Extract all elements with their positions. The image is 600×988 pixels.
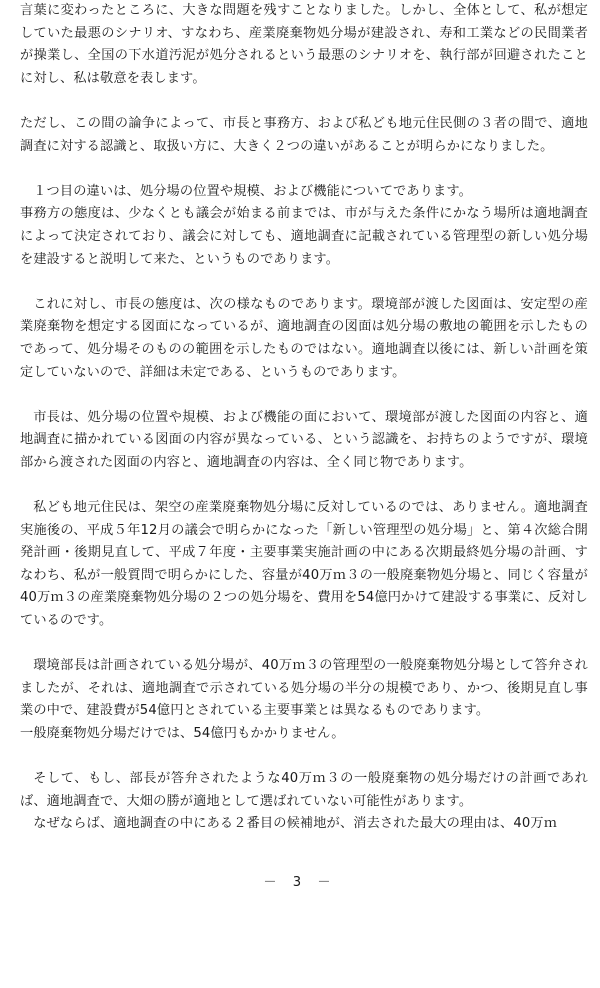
document-body bbox=[20, 0, 588, 836]
paragraph-7: 私ども地元住民は、架空の産業廃棄物処分場に反対しているのでは、ありません。適地調査実施後の、平成５年12月の議会で明らかになった「新しい管理型の処分場」と、第４次総合開発計画・後期見直して、平成７年度・主要事業実施計画の中にある次期最終処分場の計画、すなわち、私が一般質問で明らかにした、容量が40万ｍ３の一般廃棄物処分場と、同じく容量が40万ｍ３の産業廃棄物処分場の２つの処分場を、費用を54億円かけて建設する事業に、反対しているのです。 bbox=[20, 500, 588, 629]
paragraph-3: １つ目の違いは、処分場の位置や規模、および機能についてであります。 bbox=[33, 183, 473, 199]
paragraph-9: 一般廃棄物処分場だけでは、54億円もかかりません。 bbox=[20, 726, 345, 741]
paragraph-11: なぜならば、適地調査の中にある２番目の候補地が、消去された最大の理由は、40万ｍ bbox=[33, 816, 558, 832]
paragraph-1: 言葉に変わったところに、大きな問題を残すことなりました。しかし、全体として、私が想定していた最悪のシナリオ、すなわち、産業廃棄物処分場が建設され、寿和工業などの民間業者が操業し、全国の下水道汚泥が処分されるという最悪のシナリオを、執行部が回避されたことに対し、私は敬意を表します。 bbox=[20, 3, 588, 86]
paragraph-10: そして、もし、部長が答弁されたような40万ｍ３の一般廃棄物の処分場だけの計画であれば、適地調査で、大畑の勝が適地として選ばれていない可能性があります。 bbox=[20, 771, 588, 809]
paragraph-8: 環境部長は計画されている処分場が、40万ｍ３の管理型の一般廃棄物処分場として答弁されましたが、それは、適地調査で示されている処分場の半分の規模であり、かつ、後期見直し事業の中で、建設費が54億円とされている主要事業とは異なるものであります。 bbox=[20, 658, 588, 719]
paragraph-2: ただし、この間の論争によって、市長と事務方、および私ども地元住民側の３者の間で、適地調査に対する認識と、取扱い方に、大きく２つの違いがあることが明らかになりました。 bbox=[20, 115, 588, 154]
page-number: － 3 － bbox=[263, 875, 337, 890]
paragraph-6: 市長は、処分場の位置や規模、および機能の面において、環境部が渡した図面の内容と、適地調査に描かれている図面の内容が異なっている、という認識を、お持ちのようですが、環境部から渡された図面の内容と、適地調査の内容は、全く同じ物であります。 bbox=[20, 409, 588, 470]
paragraph-5: これに対し、市長の態度は、次の様なものであります。環境部が渡した図面は、安定型の産業廃棄物を想定する図面になっているが、適地調査の図面は処分場の敷地の範囲を示したものであって、処分場そのものの範囲を示したものではない。適地調査以後には、新しい計画を策定していないので、詳細は未定である、というものであります。 bbox=[20, 296, 588, 380]
paragraph-4: 事務方の態度は、少なくとも議会が始まる前までは、市が与えた条件にかなう場所は適地調査によって決定されており、議会に対しても、適地調査に記載されている管理型の新しい処分場を建設すると説明して来た、というものであります。 bbox=[20, 206, 588, 267]
